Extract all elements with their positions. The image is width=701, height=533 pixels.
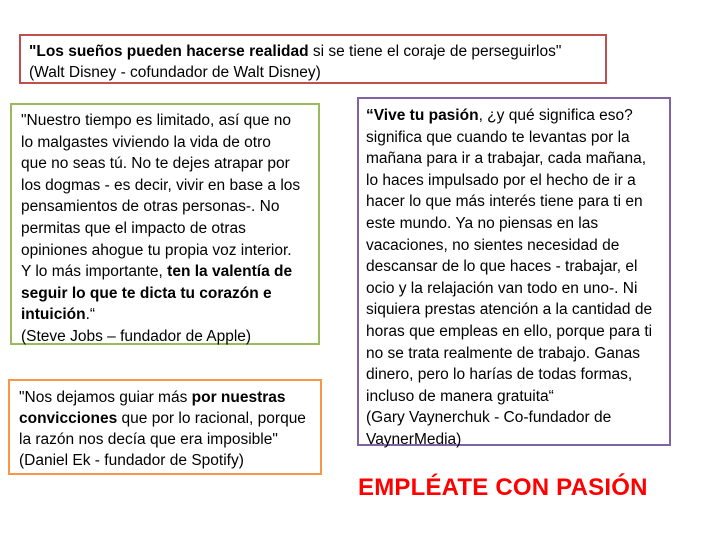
quote-line: [21, 283, 309, 305]
quote-line: [19, 450, 311, 471]
quote-line: [21, 196, 309, 218]
quote-line: [21, 132, 309, 154]
quote-text: permitas que el impacto de otras: [21, 219, 246, 237]
quote-text: que por lo racional, porque: [117, 410, 306, 427]
quote-box-steve-jobs: [10, 103, 320, 345]
quote-line: [19, 429, 311, 450]
quote-line: [21, 261, 309, 283]
quote-text: horas que empleas en ello, porque para ti: [366, 322, 653, 340]
quote-text: (Daniel Ek - fundador de Spotify): [19, 452, 244, 469]
quote-text: opiniones ahogue tu propia voz interior.: [21, 241, 292, 259]
quote-line: [19, 387, 311, 408]
headline: EMPLÉATE CON PASIÓN: [358, 474, 648, 501]
quote-text: VaynerMedia): [366, 430, 462, 448]
quote-box-gary-vaynerchuk: [357, 97, 671, 446]
quote-line: [366, 386, 662, 408]
quote-line: [21, 110, 309, 132]
quote-line: [366, 343, 662, 365]
quote-text: ocio y la relajación van todo en uno-. Ni: [366, 279, 638, 297]
quote-line: [366, 235, 662, 257]
quote-text: descansar de lo que haces - trabajar, el: [366, 258, 638, 276]
quote-line: [19, 408, 311, 429]
quote-line: [29, 41, 597, 62]
quote-line: [21, 175, 309, 197]
quote-line: [366, 407, 662, 429]
quote-text: significa que cuando te levantas por la: [366, 128, 630, 146]
quote-emphasis: intuición: [21, 306, 86, 324]
quote-text: , ¿y qué significa eso?: [478, 107, 633, 124]
quote-line: [366, 213, 662, 235]
quote-line: [366, 364, 662, 386]
quote-emphasis: convicciones: [19, 410, 118, 427]
quote-emphasis: seguir lo que te dicta tu corazón e: [21, 284, 272, 302]
quote-text: "Nuestro tiempo es limitado, así que no: [21, 112, 292, 129]
quote-text: dinero, pero lo harías de todas formas,: [366, 366, 633, 384]
quote-text: incluso de manera gratuita“: [366, 387, 554, 405]
quote-emphasis: ten la valentía de: [167, 263, 293, 281]
quote-text: la razón nos decía que era imposible": [19, 431, 278, 448]
quote-text: pensamientos de otras personas-. No: [21, 198, 280, 216]
quote-text: (Gary Vaynerchuk - Co-fundador de: [366, 409, 612, 427]
quote-line: [366, 127, 662, 149]
quote-line: [21, 326, 309, 348]
quote-text: hacer lo que más interés tiene para ti en: [366, 193, 643, 211]
quote-text: los dogmas - es decir, vivir en base a los: [21, 176, 301, 194]
quote-box-daniel-ek: [8, 379, 322, 475]
quote-text: mañana para ir a trabajar, cada mañana,: [366, 150, 647, 168]
quote-text: si se tiene el coraje de perseguirlos": [308, 43, 562, 60]
quote-text: "Nos dejamos guiar más: [19, 389, 192, 406]
quote-text: no se trata realmente de trabajo. Ganas: [366, 344, 640, 362]
quote-text: este mundo. Ya no piensas en las: [366, 214, 599, 232]
quote-line: [366, 321, 662, 343]
quote-text: (Walt Disney - cofundador de Walt Disney): [29, 64, 321, 81]
quote-line: [366, 256, 662, 278]
quote-line: [21, 304, 309, 326]
quote-text: vacaciones, no sientes necesidad de: [366, 236, 620, 254]
quote-line: [366, 105, 662, 127]
quote-line: [366, 148, 662, 170]
quote-text: Y lo más importante,: [21, 263, 168, 281]
quote-box-walt-disney: [19, 34, 607, 84]
quote-line: [21, 153, 309, 175]
quote-line: [366, 278, 662, 300]
quote-text: lo haces impulsado por el hecho de ir a: [366, 171, 636, 189]
quote-text: siquiera prestas atención a la cantidad de: [366, 301, 653, 319]
quote-line: [366, 429, 662, 451]
quote-text: que no seas tú. No te dejes atrapar por: [21, 155, 290, 173]
quote-line: [366, 299, 662, 321]
quote-line: [21, 240, 309, 262]
quote-line: [366, 191, 662, 213]
quote-text: .“: [85, 306, 96, 324]
quote-emphasis: por nuestras: [191, 389, 286, 406]
quote-emphasis: "Los sueños pueden hacerse realidad: [29, 43, 309, 60]
quote-text: (Steve Jobs – fundador de Apple): [21, 327, 252, 345]
quote-emphasis: “Vive tu pasión: [366, 107, 479, 124]
quote-line: [21, 218, 309, 240]
quote-line: [366, 170, 662, 192]
quote-text: lo malgastes viviendo la vida de otro: [21, 133, 271, 151]
quote-line: [29, 62, 597, 83]
